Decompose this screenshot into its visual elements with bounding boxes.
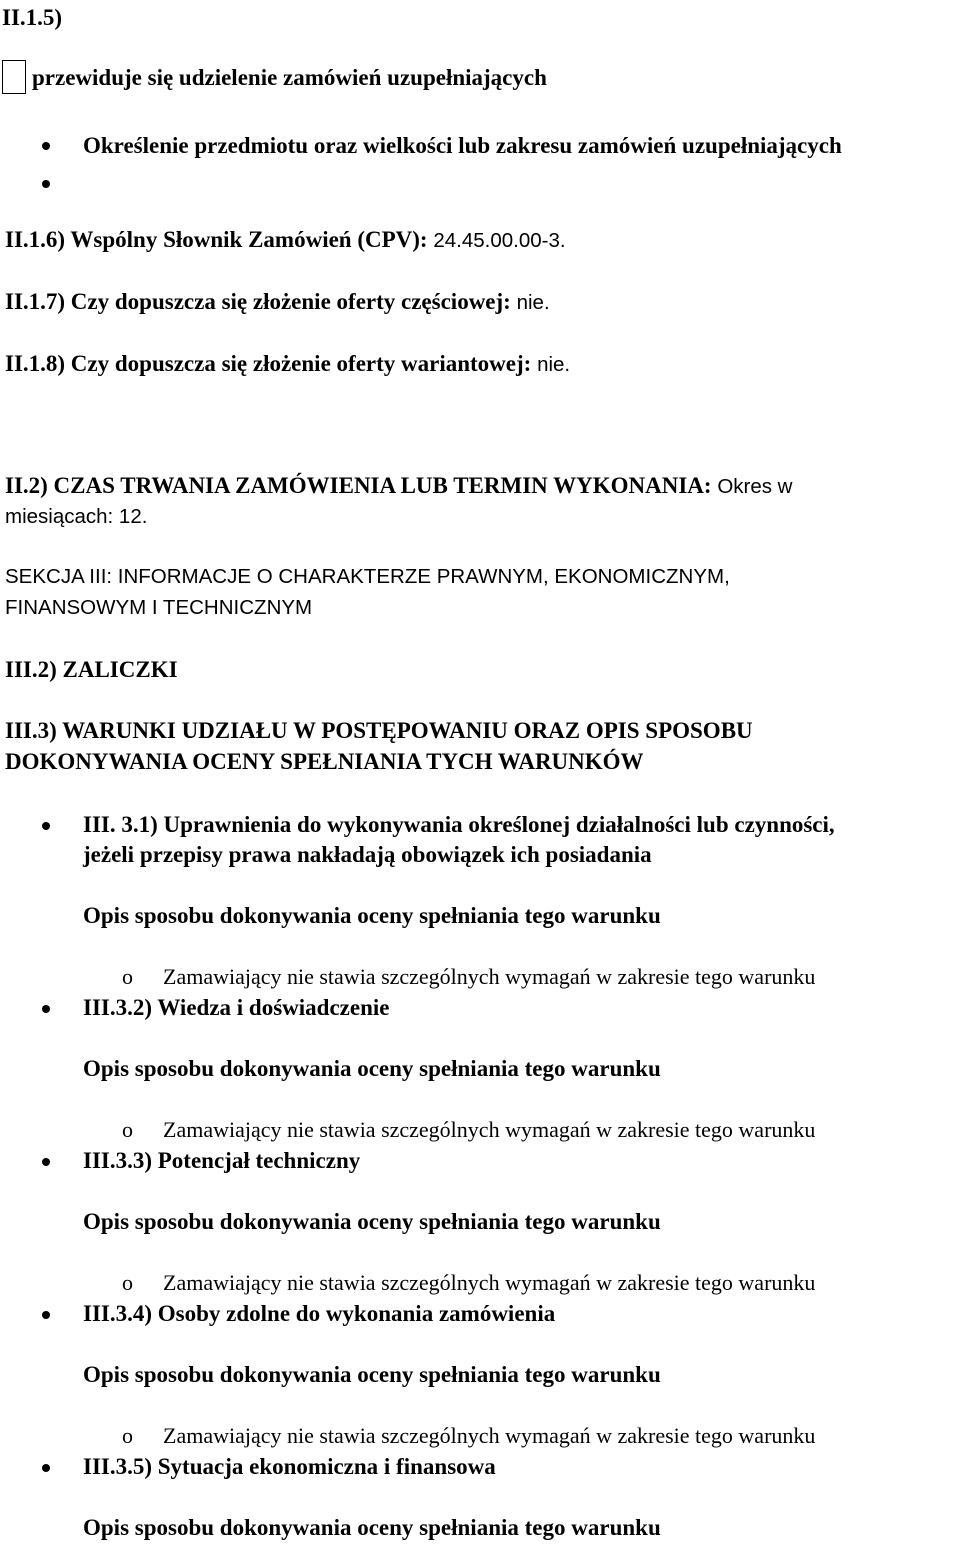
condition-requirement: Zamawiający nie stawia szczególnych wymagań w zakresie tego warunku: [163, 964, 816, 989]
section-title-line2: FINANSOWYM I TECHNICZNYM: [5, 596, 313, 619]
condition-title: III.3.2) Wiedza i doświadczenie: [83, 995, 390, 1020]
field-label: II.1.6) Wspólny Słownik Zamówień (CPV):: [5, 227, 428, 252]
condition-requirement: Zamawiający nie stawia szczególnych wymagań w zakresie tego warunku: [163, 1270, 816, 1295]
field-value: nie.: [516, 291, 550, 314]
condition-description: Opis sposobu dokonywania oceny spełniania tego warunku: [83, 1209, 661, 1234]
condition-title-continued: jeżeli przepisy prawa nakładają obowiązek ich posiadania: [83, 842, 652, 867]
field-duration: [5, 472, 793, 501]
field-cpv: [5, 226, 566, 255]
sub-bullet-marker: o: [122, 1117, 133, 1142]
field-value: Okres w: [717, 475, 793, 498]
bullet-icon: [42, 1158, 50, 1166]
condition-title: III.3.5) Sytuacja ekonomiczna i finansowa: [83, 1454, 496, 1479]
field-label: II.2) CZAS TRWANIA ZAMÓWIENIA LUB TERMIN WYKONANIA:: [5, 473, 712, 498]
section-heading-iii-2: III.2) ZALICZKI: [5, 657, 178, 682]
field-value: 24.45.00.00-3.: [433, 229, 566, 252]
condition-description: Opis sposobu dokonywania oceny spełniania tego warunku: [83, 1362, 661, 1387]
bullet-icon: [42, 180, 50, 188]
condition-requirement: Zamawiający nie stawia szczególnych wymagań w zakresie tego warunku: [163, 1423, 816, 1448]
bullet-text: Określenie przedmiotu oraz wielkości lub zakresu zamówień uzupełniających: [83, 133, 842, 158]
section-title-line1: SEKCJA III: INFORMACJE O CHARAKTERZE PRAWNYM, EKONOMICZNYM,: [5, 565, 730, 588]
field-label: II.1.8) Czy dopuszcza się złożenie oferty wariantowej:: [5, 351, 532, 376]
condition-title: III.3.4) Osoby zdolne do wykonania zamówienia: [83, 1301, 556, 1326]
bullet-icon: [42, 142, 50, 150]
condition-description: Opis sposobu dokonywania oceny spełniania tego warunku: [83, 903, 661, 928]
checkbox[interactable]: [2, 60, 26, 94]
field-label: II.1.7) Czy dopuszcza się złożenie oferty częściowej:: [5, 289, 511, 314]
field-value-continued: miesiącach: 12.: [5, 505, 148, 528]
sub-bullet-marker: o: [122, 1423, 133, 1448]
bullet-icon: [42, 822, 50, 830]
condition-title: III.3.3) Potencjał techniczny: [83, 1148, 361, 1173]
condition-description: Opis sposobu dokonywania oceny spełniania tego warunku: [83, 1056, 661, 1081]
field-partial-offer: [5, 288, 550, 317]
bullet-icon: [42, 1464, 50, 1472]
condition-requirement: Zamawiający nie stawia szczególnych wymagań w zakresie tego warunku: [163, 1117, 816, 1142]
section-heading-ii-1-5: II.1.5): [2, 5, 63, 30]
condition-title: III. 3.1) Uprawnienia do wykonywania określonej działalności lub czynności,: [83, 812, 835, 837]
section-heading-iii-3-line2: DOKONYWANIA OCENY SPEŁNIANIA TYCH WARUNKÓW: [5, 749, 644, 774]
bullet-icon: [42, 1005, 50, 1013]
sub-bullet-marker: o: [122, 964, 133, 989]
checkbox-label: przewiduje się udzielenie zamówień uzupełniających: [32, 65, 547, 90]
sub-bullet-marker: o: [122, 1270, 133, 1295]
field-variant-offer: [5, 350, 570, 379]
bullet-icon: [42, 1311, 50, 1319]
field-value: nie.: [537, 353, 571, 376]
section-heading-iii-3-line1: III.3) WARUNKI UDZIAŁU W POSTĘPOWANIU ORAZ OPIS SPOSOBU: [5, 718, 753, 743]
condition-description: Opis sposobu dokonywania oceny spełniania tego warunku: [83, 1515, 661, 1540]
